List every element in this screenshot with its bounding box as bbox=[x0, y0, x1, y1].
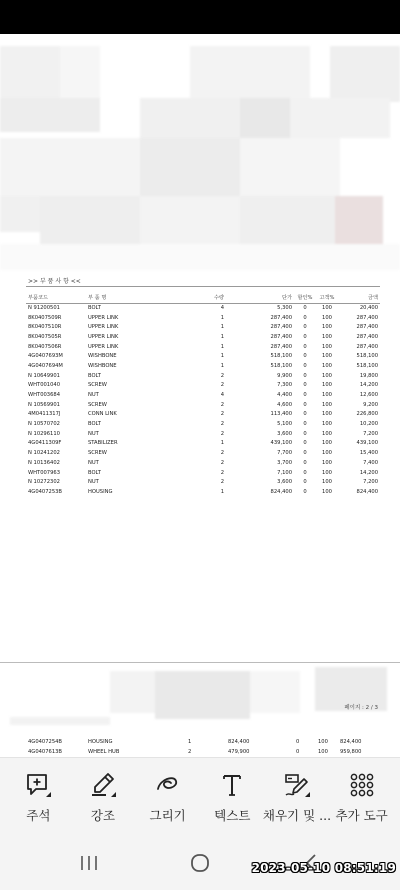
cell-amount: 824,400 bbox=[340, 738, 362, 745]
system-nav-bar bbox=[0, 835, 400, 890]
cell-discount: 0 bbox=[303, 421, 307, 428]
cell-quantity: 2 bbox=[220, 469, 224, 476]
cell-quantity: 1 bbox=[220, 362, 224, 369]
cell-part-name: CONN LINK bbox=[88, 411, 117, 418]
table-row bbox=[26, 332, 380, 342]
parts-table-header bbox=[26, 293, 380, 303]
cell-part-name: BOLT bbox=[88, 372, 101, 379]
cell-amount: 226,800 bbox=[356, 411, 378, 418]
cell-quantity: 2 bbox=[220, 372, 224, 379]
redacted-page2-header bbox=[0, 663, 400, 723]
draw-loop-icon bbox=[153, 770, 183, 800]
cell-customer: 100 bbox=[322, 382, 332, 389]
cell-discount: 0 bbox=[296, 738, 300, 745]
cell-customer: 100 bbox=[322, 343, 332, 350]
cell-unit-price: 4,400 bbox=[277, 392, 292, 399]
cell-amount: 287,400 bbox=[356, 343, 378, 350]
cell-customer: 100 bbox=[322, 459, 332, 466]
cell-part-code: 4M0411317J bbox=[28, 411, 61, 418]
cell-part-name: BOLT bbox=[88, 305, 101, 312]
cell-quantity: 2 bbox=[220, 459, 224, 466]
cell-discount: 0 bbox=[303, 450, 307, 457]
section-divider bbox=[26, 286, 380, 287]
table-row bbox=[26, 747, 380, 757]
cell-discount: 0 bbox=[303, 459, 307, 466]
cell-customer: 100 bbox=[322, 411, 332, 418]
cell-unit-price: 479,900 bbox=[228, 748, 250, 755]
cell-customer: 100 bbox=[322, 314, 332, 321]
col-header-customer: 고객% bbox=[316, 293, 338, 303]
cell-part-name: BOLT bbox=[88, 469, 101, 476]
cell-part-name: SCREW bbox=[88, 382, 107, 389]
table-row bbox=[26, 342, 380, 352]
tool-comment-label: 주석 bbox=[26, 807, 51, 823]
home-button[interactable] bbox=[185, 849, 215, 877]
table-row bbox=[26, 410, 380, 420]
table-row bbox=[26, 487, 380, 497]
cell-quantity: 2 bbox=[220, 421, 224, 428]
tool-fill-sign-label: 채우기 및 ... bbox=[262, 807, 332, 823]
recent-apps-icon bbox=[78, 853, 100, 873]
cell-discount: 0 bbox=[303, 440, 307, 447]
cell-part-name: HOUSING bbox=[88, 488, 113, 495]
tool-text-label: 텍스트 bbox=[214, 807, 251, 823]
table-row bbox=[26, 371, 380, 381]
cell-amount: 14,200 bbox=[359, 469, 378, 476]
cell-unit-price: 113,400 bbox=[270, 411, 292, 418]
cell-part-name: WHEEL HUB bbox=[88, 748, 120, 755]
cell-discount: 0 bbox=[303, 362, 307, 369]
cell-discount: 0 bbox=[303, 333, 307, 340]
cell-quantity: 4 bbox=[220, 392, 224, 399]
cell-part-name: SCREW bbox=[88, 401, 107, 408]
cell-discount: 0 bbox=[303, 314, 307, 321]
table-row bbox=[26, 448, 380, 458]
col-header-part-code: 부품코드 bbox=[26, 293, 86, 303]
cell-amount: 959,800 bbox=[340, 748, 362, 755]
tool-fill-sign-button[interactable] bbox=[262, 764, 332, 830]
cell-unit-price: 7,700 bbox=[277, 450, 292, 457]
table-row bbox=[26, 381, 380, 391]
cell-amount: 14,200 bbox=[359, 382, 378, 389]
cell-discount: 0 bbox=[303, 488, 307, 495]
cell-unit-price: 9,900 bbox=[277, 372, 292, 379]
cell-discount: 0 bbox=[303, 411, 307, 418]
cell-part-name: UPPER LINK bbox=[88, 333, 119, 340]
annotation-toolbar bbox=[0, 757, 400, 835]
cell-amount: 439,100 bbox=[356, 440, 378, 447]
cell-customer: 100 bbox=[322, 430, 332, 437]
col-header-unit-price: 단가 bbox=[226, 293, 294, 303]
cell-customer: 100 bbox=[322, 488, 332, 495]
parts-table-page2 bbox=[26, 737, 380, 756]
col-header-quantity: 수량 bbox=[186, 293, 226, 303]
cell-discount: 0 bbox=[303, 469, 307, 476]
cell-discount: 0 bbox=[303, 382, 307, 389]
table-row bbox=[26, 313, 380, 323]
cell-customer: 100 bbox=[322, 305, 332, 312]
cell-unit-price: 518,100 bbox=[270, 362, 292, 369]
cell-customer: 100 bbox=[322, 324, 332, 331]
redacted-header bbox=[0, 34, 400, 270]
fill-sign-icon bbox=[282, 770, 312, 800]
cell-quantity: 2 bbox=[220, 411, 224, 418]
cell-quantity: 2 bbox=[220, 382, 224, 389]
page-indicator: 페이지 : 2 / 3 bbox=[344, 705, 378, 711]
cell-quantity: 1 bbox=[220, 333, 224, 340]
cell-amount: 19,800 bbox=[359, 372, 378, 379]
table-row bbox=[26, 429, 380, 439]
cell-part-code: 8K0407506R bbox=[28, 343, 62, 350]
table-row bbox=[26, 390, 380, 400]
cell-amount: 12,600 bbox=[359, 392, 378, 399]
cell-part-name: NUT bbox=[88, 392, 99, 399]
cell-part-code: N 91200501 bbox=[28, 305, 60, 312]
cell-part-name: NUT bbox=[88, 479, 99, 486]
cell-part-code: N 10570702 bbox=[28, 421, 60, 428]
cell-unit-price: 7,300 bbox=[277, 382, 292, 389]
table-row bbox=[26, 303, 380, 313]
document-page-1[interactable] bbox=[0, 34, 400, 662]
cell-part-code: 4G0407694M bbox=[28, 362, 63, 369]
table-row bbox=[26, 458, 380, 468]
cell-customer: 100 bbox=[322, 450, 332, 457]
cell-quantity: 1 bbox=[220, 440, 224, 447]
cell-amount: 9,200 bbox=[363, 401, 378, 408]
cell-quantity: 1 bbox=[220, 324, 224, 331]
cell-amount: 518,100 bbox=[356, 353, 378, 360]
cell-customer: 100 bbox=[322, 392, 332, 399]
cell-part-code: 8K0407505R bbox=[28, 333, 62, 340]
cell-part-name: WISHBONE bbox=[88, 362, 117, 369]
cell-amount: 518,100 bbox=[356, 362, 378, 369]
col-header-discount: 할인% bbox=[294, 293, 316, 303]
document-page-2[interactable] bbox=[0, 663, 400, 757]
cell-part-code: WHT003684 bbox=[28, 392, 61, 399]
cell-discount: 0 bbox=[303, 479, 307, 486]
table-row bbox=[26, 322, 380, 332]
cell-unit-price: 287,400 bbox=[270, 333, 292, 340]
cell-unit-price: 7,100 bbox=[277, 469, 292, 476]
parts-section-title: >> 부 품 사 항 << bbox=[28, 278, 81, 285]
cell-discount: 0 bbox=[303, 305, 307, 312]
cell-unit-price: 3,600 bbox=[277, 430, 292, 437]
cell-unit-price: 3,600 bbox=[277, 479, 292, 486]
recent-apps-button[interactable] bbox=[74, 849, 104, 877]
comment-add-icon bbox=[23, 770, 53, 800]
table-row bbox=[26, 351, 380, 361]
parts-table bbox=[26, 293, 380, 497]
cell-part-code: N 10649901 bbox=[28, 372, 60, 379]
tool-highlight-button[interactable] bbox=[73, 764, 133, 830]
cell-unit-price: 3,700 bbox=[277, 459, 292, 466]
cell-unit-price: 5,300 bbox=[277, 305, 292, 312]
cell-part-name: STABILIZER bbox=[88, 440, 118, 447]
cell-quantity: 1 bbox=[220, 353, 224, 360]
cell-part-code: 4G0411309F bbox=[28, 440, 62, 447]
cell-quantity: 4 bbox=[220, 305, 224, 312]
cell-part-name: BOLT bbox=[88, 421, 101, 428]
tool-comment-button[interactable] bbox=[8, 764, 68, 830]
cell-amount: 15,400 bbox=[359, 450, 378, 457]
tool-highlight-label: 강조 bbox=[90, 807, 116, 823]
text-T-icon bbox=[217, 770, 247, 800]
cell-quantity: 2 bbox=[220, 450, 224, 457]
cell-customer: 100 bbox=[322, 333, 332, 340]
cell-part-name: WISHBONE bbox=[88, 353, 117, 360]
table-row bbox=[26, 477, 380, 487]
highlighter-icon bbox=[88, 770, 118, 800]
cell-part-code: WHT001040 bbox=[28, 382, 61, 389]
cell-quantity: 1 bbox=[188, 738, 192, 745]
cell-part-code: 8K0407509R bbox=[28, 314, 62, 321]
cell-amount: 287,400 bbox=[356, 333, 378, 340]
tool-more-button[interactable] bbox=[332, 764, 392, 830]
cell-discount: 0 bbox=[303, 430, 307, 437]
cell-part-name: SCREW bbox=[88, 450, 107, 457]
cell-quantity: 2 bbox=[188, 748, 192, 755]
table-row bbox=[26, 419, 380, 429]
cell-part-name: NUT bbox=[88, 430, 99, 437]
cell-part-name: NUT bbox=[88, 459, 99, 466]
tool-draw-label: 그리기 bbox=[149, 807, 186, 823]
table-row bbox=[26, 361, 380, 371]
cell-part-code: N 10569901 bbox=[28, 401, 60, 408]
cell-amount: 7,200 bbox=[363, 430, 378, 437]
cell-part-code: N 10296110 bbox=[28, 430, 60, 437]
cell-discount: 0 bbox=[303, 392, 307, 399]
status-bar bbox=[0, 0, 400, 34]
cell-discount: 0 bbox=[303, 343, 307, 350]
cell-customer: 100 bbox=[322, 362, 332, 369]
cell-quantity: 1 bbox=[220, 343, 224, 350]
cell-customer: 100 bbox=[322, 469, 332, 476]
cell-amount: 824,400 bbox=[356, 488, 378, 495]
cell-unit-price: 824,400 bbox=[228, 738, 250, 745]
tool-draw-button[interactable] bbox=[138, 764, 198, 830]
cell-part-name: UPPER LINK bbox=[88, 314, 119, 321]
cell-quantity: 2 bbox=[220, 479, 224, 486]
cell-unit-price: 287,400 bbox=[270, 343, 292, 350]
cell-quantity: 2 bbox=[220, 401, 224, 408]
cell-part-code: 4G0407253B bbox=[28, 488, 62, 495]
cell-amount: 7,200 bbox=[363, 479, 378, 486]
cell-part-name: UPPER LINK bbox=[88, 324, 119, 331]
cell-unit-price: 5,100 bbox=[277, 421, 292, 428]
cell-quantity: 1 bbox=[220, 488, 224, 495]
table-row bbox=[26, 468, 380, 478]
cell-amount: 10,200 bbox=[359, 421, 378, 428]
tool-more-label: 추가 도구 bbox=[335, 807, 388, 823]
cell-discount: 0 bbox=[296, 748, 300, 755]
cell-discount: 0 bbox=[303, 324, 307, 331]
col-header-part-name: 부 품 명 bbox=[86, 293, 186, 303]
cell-part-code: 4G0407254B bbox=[28, 738, 62, 745]
tool-text-button[interactable] bbox=[202, 764, 262, 830]
cell-customer: 100 bbox=[322, 401, 332, 408]
col-header-amount: 금액 bbox=[338, 293, 380, 303]
cell-customer: 100 bbox=[318, 748, 328, 755]
screenshot-timestamp: 2023-05-10 08:51:19 bbox=[251, 861, 396, 875]
cell-unit-price: 287,400 bbox=[270, 314, 292, 321]
cell-amount: 287,400 bbox=[356, 324, 378, 331]
cell-customer: 100 bbox=[322, 372, 332, 379]
cell-unit-price: 4,600 bbox=[277, 401, 292, 408]
cell-customer: 100 bbox=[322, 353, 332, 360]
table-row bbox=[26, 737, 380, 747]
cell-discount: 0 bbox=[303, 372, 307, 379]
cell-part-code: 4G0407693M bbox=[28, 353, 63, 360]
cell-part-code: N 10136402 bbox=[28, 459, 60, 466]
cell-unit-price: 824,400 bbox=[270, 488, 292, 495]
table-row bbox=[26, 400, 380, 410]
cell-quantity: 2 bbox=[220, 430, 224, 437]
cell-part-code: N 10241202 bbox=[28, 450, 60, 457]
more-tools-grid-icon bbox=[347, 770, 377, 800]
cell-discount: 0 bbox=[303, 401, 307, 408]
cell-amount: 20,400 bbox=[359, 305, 378, 312]
cell-part-name: UPPER LINK bbox=[88, 343, 119, 350]
cell-part-code: 4G0407613B bbox=[28, 748, 62, 755]
cell-customer: 100 bbox=[322, 440, 332, 447]
table-row bbox=[26, 439, 380, 449]
cell-discount: 0 bbox=[303, 353, 307, 360]
cell-unit-price: 439,100 bbox=[270, 440, 292, 447]
cell-customer: 100 bbox=[318, 738, 328, 745]
home-icon bbox=[188, 851, 212, 875]
cell-customer: 100 bbox=[322, 421, 332, 428]
cell-part-name: HOUSING bbox=[88, 738, 113, 745]
cell-unit-price: 287,400 bbox=[270, 324, 292, 331]
cell-customer: 100 bbox=[322, 479, 332, 486]
cell-unit-price: 518,100 bbox=[270, 353, 292, 360]
cell-amount: 7,400 bbox=[363, 459, 378, 466]
cell-part-code: WHT007963 bbox=[28, 469, 61, 476]
cell-part-code: 8K0407510R bbox=[28, 324, 62, 331]
cell-quantity: 1 bbox=[220, 314, 224, 321]
cell-amount: 287,400 bbox=[356, 314, 378, 321]
cell-part-code: N 10272302 bbox=[28, 479, 60, 486]
